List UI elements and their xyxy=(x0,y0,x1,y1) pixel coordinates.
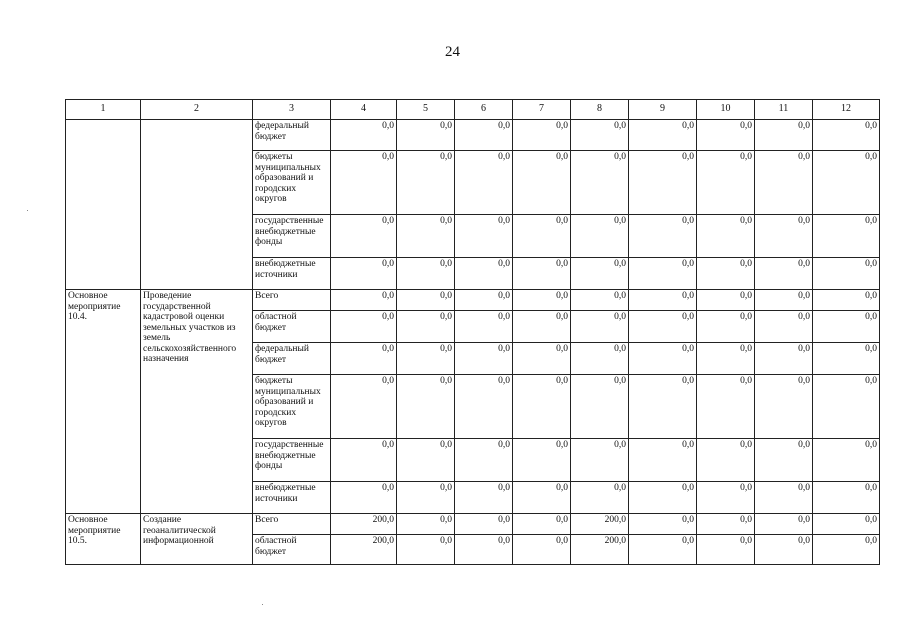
value-cell: 0,0 xyxy=(629,514,697,535)
column-header-1: 1 xyxy=(66,100,141,120)
value-cell: 0,0 xyxy=(455,290,513,311)
value-cell: 0,0 xyxy=(755,290,813,311)
value-cell: 0,0 xyxy=(513,439,571,482)
value-cell: 0,0 xyxy=(397,343,455,375)
value-cell: 0,0 xyxy=(755,439,813,482)
funding-source-cell: федеральный бюджет xyxy=(253,343,331,375)
value-cell: 0,0 xyxy=(397,290,455,311)
activity-cell xyxy=(66,120,141,290)
value-cell: 0,0 xyxy=(629,120,697,151)
column-header-10: 10 xyxy=(697,100,755,120)
value-cell: 0,0 xyxy=(455,482,513,514)
value-cell: 0,0 xyxy=(455,215,513,258)
value-cell: 200,0 xyxy=(331,535,397,565)
value-cell: 0,0 xyxy=(397,151,455,215)
value-cell: 0,0 xyxy=(397,311,455,343)
funding-source-cell: федеральный бюджет xyxy=(253,120,331,151)
table-row xyxy=(66,120,880,151)
value-cell: 0,0 xyxy=(697,290,755,311)
value-cell: 0,0 xyxy=(813,120,880,151)
value-cell: 0,0 xyxy=(571,290,629,311)
value-cell: 0,0 xyxy=(513,311,571,343)
value-cell: 0,0 xyxy=(697,375,755,439)
value-cell: 0,0 xyxy=(697,482,755,514)
value-cell: 0,0 xyxy=(697,151,755,215)
value-cell: 0,0 xyxy=(397,535,455,565)
value-cell: 0,0 xyxy=(813,151,880,215)
value-cell: 0,0 xyxy=(755,151,813,215)
value-cell: 0,0 xyxy=(755,215,813,258)
value-cell: 0,0 xyxy=(455,535,513,565)
value-cell: 0,0 xyxy=(331,290,397,311)
value-cell: 0,0 xyxy=(629,258,697,290)
funding-source-cell: бюджеты муниципальных образований и городских округов xyxy=(253,375,331,439)
value-cell: 0,0 xyxy=(455,514,513,535)
value-cell: 0,0 xyxy=(455,151,513,215)
value-cell: 0,0 xyxy=(755,311,813,343)
value-cell: 0,0 xyxy=(755,258,813,290)
value-cell: 0,0 xyxy=(331,482,397,514)
value-cell: 0,0 xyxy=(755,343,813,375)
value-cell: 200,0 xyxy=(331,514,397,535)
value-cell: 0,0 xyxy=(813,258,880,290)
value-cell: 0,0 xyxy=(571,482,629,514)
value-cell: 0,0 xyxy=(629,343,697,375)
value-cell: 0,0 xyxy=(571,439,629,482)
value-cell: 0,0 xyxy=(513,151,571,215)
activity-cell: Основное мероприятие 10.5. xyxy=(66,514,141,565)
value-cell: 0,0 xyxy=(397,375,455,439)
activity-cell: Основное мероприятие 10.4. xyxy=(66,290,141,514)
funding-source-cell: Всего xyxy=(253,514,331,535)
value-cell: 0,0 xyxy=(513,535,571,565)
value-cell: 0,0 xyxy=(697,343,755,375)
value-cell: 0,0 xyxy=(331,215,397,258)
column-header-6: 6 xyxy=(455,100,513,120)
value-cell: 0,0 xyxy=(571,343,629,375)
column-header-5: 5 xyxy=(397,100,455,120)
value-cell: 0,0 xyxy=(813,514,880,535)
value-cell: 0,0 xyxy=(629,439,697,482)
value-cell: 0,0 xyxy=(513,514,571,535)
budget-table xyxy=(65,99,880,565)
header-row xyxy=(66,100,880,120)
value-cell: 0,0 xyxy=(331,311,397,343)
value-cell: 0,0 xyxy=(397,120,455,151)
column-header-8: 8 xyxy=(571,100,629,120)
value-cell: 0,0 xyxy=(455,120,513,151)
value-cell: 0,0 xyxy=(513,215,571,258)
table-row xyxy=(66,514,880,535)
description-cell xyxy=(141,120,253,290)
scan-speck xyxy=(27,210,28,211)
funding-source-cell: бюджеты муниципальных образований и городских округов xyxy=(253,151,331,215)
value-cell: 0,0 xyxy=(629,311,697,343)
table-body xyxy=(66,120,880,565)
value-cell: 200,0 xyxy=(571,514,629,535)
value-cell: 0,0 xyxy=(813,290,880,311)
funding-source-cell: областной бюджет xyxy=(253,535,331,565)
funding-source-cell: Всего xyxy=(253,290,331,311)
value-cell: 0,0 xyxy=(331,258,397,290)
value-cell: 0,0 xyxy=(571,311,629,343)
value-cell: 0,0 xyxy=(813,215,880,258)
value-cell: 0,0 xyxy=(397,215,455,258)
value-cell: 0,0 xyxy=(455,439,513,482)
value-cell: 0,0 xyxy=(629,151,697,215)
funding-source-cell: внебюджетные источники xyxy=(253,258,331,290)
column-header-12: 12 xyxy=(813,100,880,120)
value-cell: 0,0 xyxy=(455,311,513,343)
description-cell: Проведение государственной кадастровой оценки земельных участков из земель сельскохозяйственного назначения xyxy=(141,290,253,514)
value-cell: 0,0 xyxy=(755,120,813,151)
value-cell: 0,0 xyxy=(571,258,629,290)
value-cell: 0,0 xyxy=(813,439,880,482)
value-cell: 0,0 xyxy=(331,151,397,215)
value-cell: 0,0 xyxy=(755,535,813,565)
funding-source-cell: государственные внебюджетные фонды xyxy=(253,439,331,482)
value-cell: 0,0 xyxy=(331,439,397,482)
value-cell: 0,0 xyxy=(571,151,629,215)
value-cell: 0,0 xyxy=(697,120,755,151)
value-cell: 0,0 xyxy=(629,482,697,514)
column-header-11: 11 xyxy=(755,100,813,120)
column-header-2: 2 xyxy=(141,100,253,120)
value-cell: 0,0 xyxy=(513,482,571,514)
value-cell: 0,0 xyxy=(629,535,697,565)
value-cell: 0,0 xyxy=(455,258,513,290)
value-cell: 0,0 xyxy=(455,343,513,375)
value-cell: 0,0 xyxy=(513,375,571,439)
value-cell: 0,0 xyxy=(513,343,571,375)
value-cell: 0,0 xyxy=(755,514,813,535)
value-cell: 0,0 xyxy=(755,375,813,439)
value-cell: 0,0 xyxy=(455,375,513,439)
value-cell: 0,0 xyxy=(813,311,880,343)
value-cell: 0,0 xyxy=(397,439,455,482)
value-cell: 0,0 xyxy=(813,375,880,439)
column-header-3: 3 xyxy=(253,100,331,120)
value-cell: 0,0 xyxy=(813,343,880,375)
value-cell: 0,0 xyxy=(513,120,571,151)
description-cell: Создание геоаналитической информационной xyxy=(141,514,253,565)
column-header-7: 7 xyxy=(513,100,571,120)
value-cell: 0,0 xyxy=(331,120,397,151)
funding-source-cell: государственные внебюджетные фонды xyxy=(253,215,331,258)
value-cell: 0,0 xyxy=(571,120,629,151)
scan-speck xyxy=(262,604,263,605)
value-cell: 0,0 xyxy=(697,439,755,482)
table-row xyxy=(66,290,880,311)
value-cell: 0,0 xyxy=(629,215,697,258)
value-cell: 0,0 xyxy=(331,375,397,439)
value-cell: 0,0 xyxy=(697,215,755,258)
value-cell: 0,0 xyxy=(629,375,697,439)
value-cell: 0,0 xyxy=(331,343,397,375)
value-cell: 0,0 xyxy=(697,258,755,290)
value-cell: 0,0 xyxy=(697,514,755,535)
value-cell: 0,0 xyxy=(629,290,697,311)
value-cell: 0,0 xyxy=(571,375,629,439)
column-header-4: 4 xyxy=(331,100,397,120)
value-cell: 0,0 xyxy=(813,535,880,565)
funding-source-cell: областной бюджет xyxy=(253,311,331,343)
value-cell: 0,0 xyxy=(697,535,755,565)
column-header-9: 9 xyxy=(629,100,697,120)
value-cell: 0,0 xyxy=(397,482,455,514)
value-cell: 0,0 xyxy=(397,258,455,290)
funding-source-cell: внебюджетные источники xyxy=(253,482,331,514)
value-cell: 0,0 xyxy=(397,514,455,535)
value-cell: 0,0 xyxy=(697,311,755,343)
value-cell: 0,0 xyxy=(755,482,813,514)
value-cell: 200,0 xyxy=(571,535,629,565)
value-cell: 0,0 xyxy=(513,290,571,311)
page-number: 24 xyxy=(445,44,460,60)
value-cell: 0,0 xyxy=(571,215,629,258)
value-cell: 0,0 xyxy=(813,482,880,514)
value-cell: 0,0 xyxy=(513,258,571,290)
